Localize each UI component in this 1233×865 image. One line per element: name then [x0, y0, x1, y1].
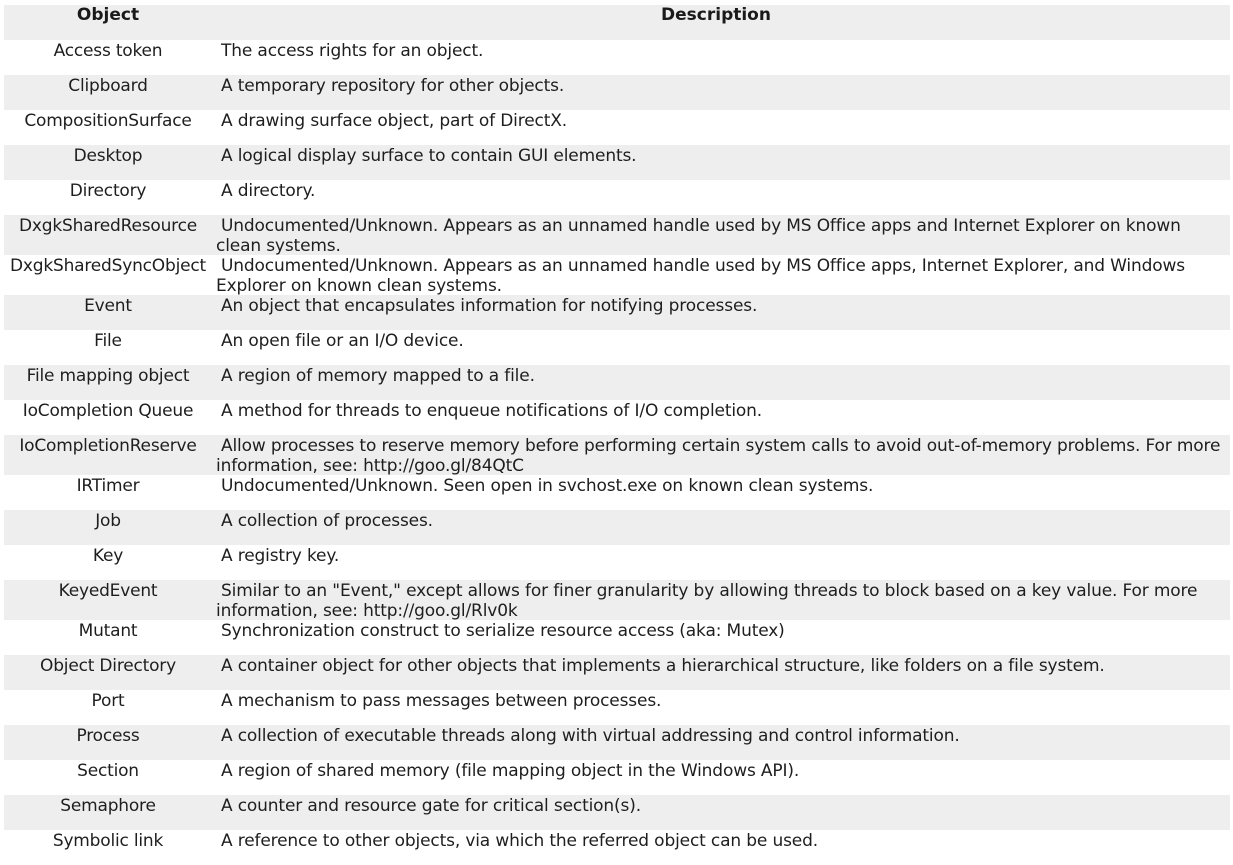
object-cell: Key — [92, 546, 124, 566]
description-cell: Allow processes to reserve memory before performing certain system calls to avoid out-of-memory problems. For more information, see: http://goo.gl/84QtC — [216, 436, 1221, 476]
object-cell: Job — [95, 511, 121, 531]
object-cell: Object Directory — [40, 656, 176, 676]
table-row — [4, 255, 1230, 295]
description-cell: A method for threads to enqueue notifications of I/O completion. — [221, 401, 763, 421]
table-row — [4, 475, 1230, 510]
description-cell: A mechanism to pass messages between processes. — [221, 691, 662, 711]
description-cell: A container object for other objects that implements a hierarchical structure, like folders on a file system. — [221, 656, 1105, 676]
description-cell: Synchronization construct to serialize resource access (aka: Mutex) — [221, 621, 785, 641]
table-row — [4, 400, 1230, 435]
column-header-object: Object — [76, 5, 140, 25]
object-cell: Port — [91, 691, 125, 711]
description-cell: A region of memory mapped to a file. — [221, 366, 535, 386]
table-row — [4, 330, 1230, 365]
object-cell: File mapping object — [26, 366, 190, 386]
description-cell: An open file or an I/O device. — [221, 331, 464, 351]
description-cell: A directory. — [221, 181, 316, 201]
object-cell: Symbolic link — [52, 831, 164, 851]
description-cell: The access rights for an object. — [221, 41, 484, 61]
description-cell: A collection of processes. — [221, 511, 433, 531]
table-row — [4, 580, 1230, 620]
table-row — [4, 180, 1230, 215]
table-row — [4, 145, 1230, 180]
table-row — [4, 110, 1230, 145]
object-cell: KeyedEvent — [58, 581, 158, 601]
object-cell: IoCompletionReserve — [19, 436, 197, 456]
table-row — [4, 620, 1230, 655]
object-cell: CompositionSurface — [24, 111, 192, 131]
object-cell: Mutant — [78, 621, 138, 641]
table-row — [4, 795, 1230, 830]
table-row — [4, 435, 1230, 475]
description-cell: Undocumented/Unknown. Appears as an unnamed handle used by MS Office apps, Internet Explorer, and Windows Explorer on known clean systems. — [216, 256, 1185, 296]
object-cell: IoCompletion Queue — [22, 401, 194, 421]
description-cell: A temporary repository for other objects. — [221, 76, 565, 96]
description-cell: Undocumented/Unknown. Seen open in svchost.exe on known clean systems. — [221, 476, 874, 496]
table-row — [4, 545, 1230, 580]
table-row — [4, 75, 1230, 110]
table-header — [4, 5, 1230, 40]
table-row — [4, 830, 1230, 865]
description-cell: A logical display surface to contain GUI elements. — [221, 146, 637, 166]
object-cell: Semaphore — [60, 796, 156, 816]
object-cell: File — [94, 331, 122, 351]
table-row — [4, 295, 1230, 330]
description-cell: An object that encapsulates information for notifying processes. — [221, 296, 758, 316]
description-cell: A registry key. — [221, 546, 340, 566]
description-cell: A collection of executable threads along with virtual addressing and control information. — [221, 726, 960, 746]
description-cell: A region of shared memory (file mapping object in the Windows API). — [221, 761, 800, 781]
object-cell: DxgkSharedResource — [19, 216, 197, 236]
object-cell: Desktop — [73, 146, 143, 166]
object-cell: Directory — [69, 181, 147, 201]
description-cell: A counter and resource gate for critical section(s). — [221, 796, 641, 816]
object-cell: Access token — [53, 41, 163, 61]
column-header-description: Description — [661, 5, 771, 25]
object-cell: Event — [84, 296, 132, 316]
object-types-table — [4, 5, 1230, 865]
object-cell: Clipboard — [68, 76, 148, 96]
table-row — [4, 40, 1230, 75]
object-cell: Process — [76, 726, 140, 746]
table-row — [4, 510, 1230, 545]
table-row — [4, 725, 1230, 760]
table-row — [4, 690, 1230, 725]
object-cell: IRTimer — [76, 476, 140, 496]
description-cell: A reference to other objects, via which the referred object can be used. — [221, 831, 819, 851]
description-cell: Undocumented/Unknown. Appears as an unnamed handle used by MS Office apps and Internet Explorer on known clean systems. — [216, 216, 1181, 256]
object-cell: DxgkSharedSyncObject — [10, 256, 206, 276]
table-row — [4, 760, 1230, 795]
description-cell: A drawing surface object, part of DirectX. — [221, 111, 567, 131]
table-row — [4, 215, 1230, 255]
table-row — [4, 365, 1230, 400]
description-cell: Similar to an "Event," except allows for finer granularity by allowing threads to block based on a key value. For more information, see: http://goo.gl/Rlv0k — [216, 581, 1198, 621]
table-row — [4, 655, 1230, 690]
object-cell: Section — [77, 761, 139, 781]
